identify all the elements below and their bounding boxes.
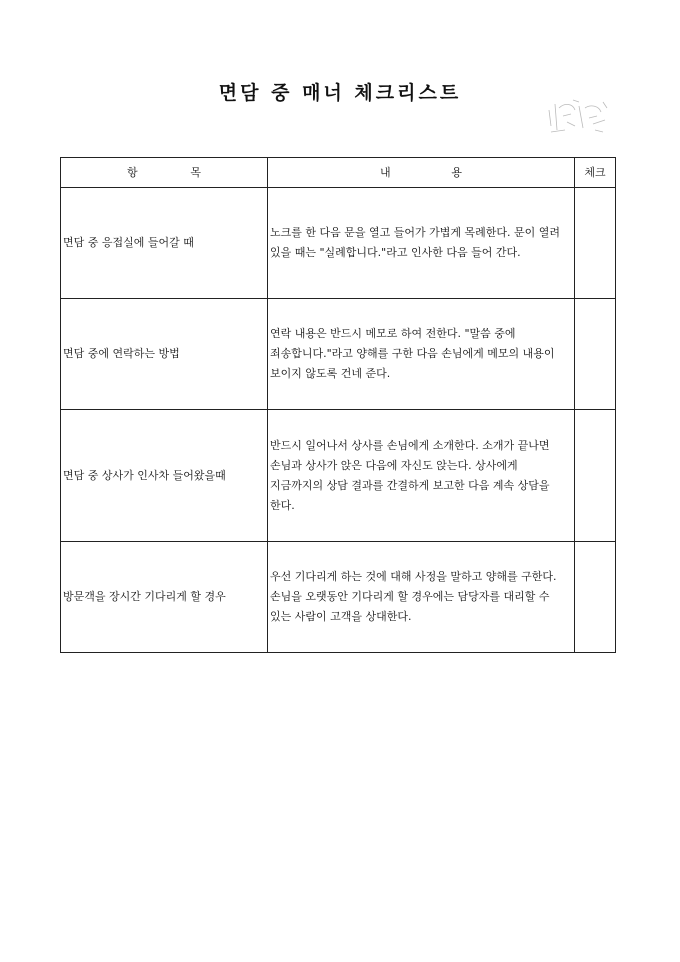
content-cell: 연락 내용은 반드시 메모로 하여 전한다. "말씀 중에 죄송합니다."라고 양해를 구한 다음 손님에게 메모의 내용이 보이지 않도록 건네 준다. (268, 299, 575, 410)
header-item-char: 목 (190, 165, 201, 179)
item-cell: 면담 중에 연락하는 방법 (61, 299, 268, 410)
header-content (268, 158, 575, 188)
header-item (61, 158, 268, 188)
check-cell[interactable] (575, 188, 616, 299)
content-cell: 우선 기다리게 하는 것에 대해 사정을 말하고 양해를 구한다. 손님을 오랫동안 기다리게 할 경우에는 담당자를 대리할 수 있는 사람이 고객을 상대한다. (268, 542, 575, 653)
table-row (61, 542, 616, 653)
table-row (61, 188, 616, 299)
document-title: 면담 중 매너 체크리스트 (218, 82, 462, 104)
header-content-char: 내 (380, 165, 391, 179)
content-cell: 반드시 일어나서 상사를 손님에게 소개한다. 소개가 끝나면 손님과 상사가 앉은 다음에 자신도 앉는다. 상사에게 지금까지의 상담 결과를 간결하게 보고한 다음 계속 상담을 한다. (268, 410, 575, 542)
header-check: 체크 (575, 158, 616, 188)
check-cell[interactable] (575, 542, 616, 653)
item-cell: 면담 중 응접실에 들어갈 때 (61, 188, 268, 299)
check-cell[interactable] (575, 410, 616, 542)
item-cell: 면담 중 상사가 인사차 들어왔을때 (61, 410, 268, 542)
item-cell: 방문객을 장시간 기다리게 할 경우 (61, 542, 268, 653)
header-item-char: 항 (127, 165, 138, 179)
content-cell: 노크를 한 다음 문을 열고 들어가 가볍게 목례한다. 문이 열려 있을 때는 "실례합니다."라고 인사한 다음 들어 간다. (268, 188, 575, 299)
header-content-char: 용 (451, 165, 462, 179)
table-row (61, 410, 616, 542)
checklist-table (60, 157, 616, 653)
table-header-row (61, 158, 616, 188)
check-cell[interactable] (575, 299, 616, 410)
stamp-mark (545, 96, 611, 136)
table-row (61, 299, 616, 410)
